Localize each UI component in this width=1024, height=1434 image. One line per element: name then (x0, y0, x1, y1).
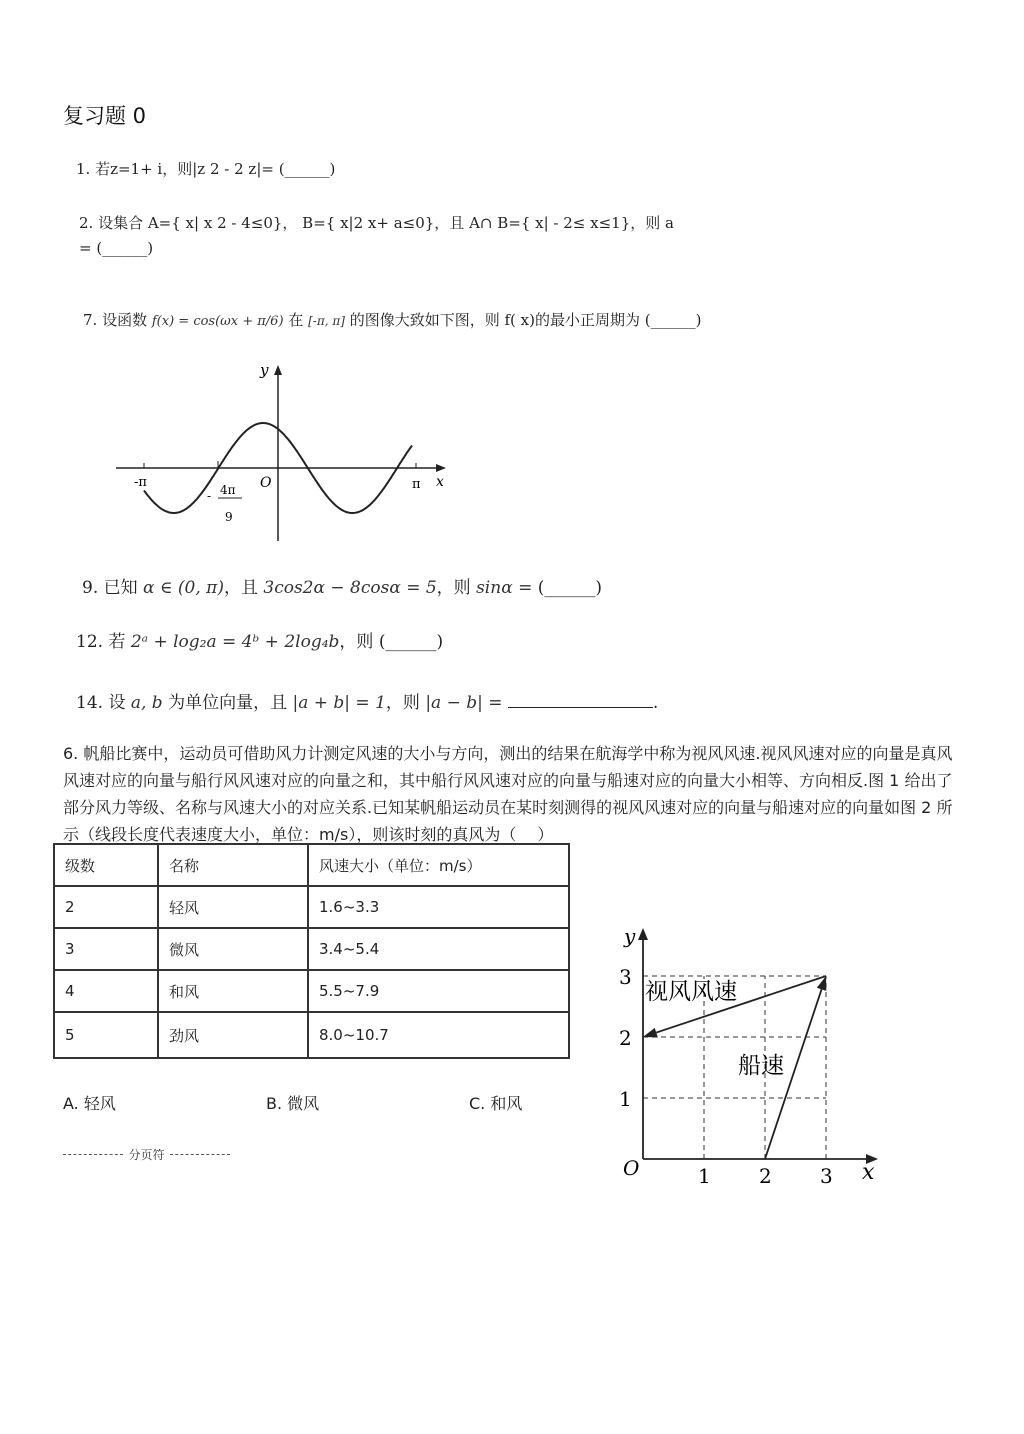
page-break (63, 1146, 230, 1163)
page-title: 复习题 0 (63, 104, 147, 128)
graph6-x-label: x (862, 1160, 875, 1185)
graph7-x-arrow (436, 464, 446, 472)
question-9 (82, 573, 602, 598)
graph6-origin-label: O (623, 1156, 640, 1180)
graph7-y-label: y (260, 361, 269, 379)
question-14-answer-blank (508, 707, 653, 708)
question-14-end: . (652, 693, 659, 713)
question-12-then: ，则 (339, 632, 374, 652)
table-cell: 和风 (158, 970, 308, 1012)
table-cell: 劲风 (158, 1012, 308, 1058)
apparent-wind-label: 视风风速 (645, 979, 737, 1005)
question-2-line-2: = (______) (79, 239, 154, 257)
page-break-label: 分页符 (128, 1148, 165, 1162)
graph6-x-tick-2: 2 (759, 1164, 772, 1188)
table-row (54, 970, 569, 1012)
question-12-blank: (______) (378, 632, 444, 652)
graph6-y-tick-2: 2 (619, 1026, 632, 1050)
question-14-mid: 为单位向量，且 (168, 693, 288, 713)
option-c[interactable]: C. 和风 (469, 1094, 523, 1113)
question-9-prefix: 9. 已知 (82, 578, 138, 598)
question-6-text: 6. 帆船比赛中，运动员可借助风力计测定风速的大小与方向，测出的结果在航海学中称为视风风速.视风风速对应的向量是真风风速对应的向量与船行风风速对应的向量之和，其中船行风风速对应的向量与船速对应的向量大小相等、方向相反.图 1 给出了部分风力等级、名称与风速大小的对应关系.已知某帆船运动员在某时刻测得的视风风速对应的向量与船速对应的向量如图 2 所示（线段长度代表速度大小，单位：m/s），则该时刻的真风为（ ） (63, 744, 953, 844)
question-7-interval: [-π, π] (308, 314, 345, 328)
question-14-condition: |a + b| = 1 (292, 693, 386, 713)
question-7-suffix: 的图像大致如下图，则 f( x)的最小正周期为 (______) (349, 311, 702, 329)
graph6-y-arrow (638, 928, 648, 940)
vector-graph (600, 915, 890, 1195)
question-9-blank: (______) (537, 578, 602, 598)
wind-scale-table (53, 843, 570, 1059)
table-header-cell: 名称 (158, 844, 308, 886)
table-cell: 2 (54, 886, 158, 928)
question-14-ask: |a − b| = (425, 693, 503, 713)
table-header-cell: 风速大小（单位：m/s） (308, 844, 569, 886)
question-9-ask: sinα = (476, 578, 533, 598)
option-a[interactable]: A. 轻风 (63, 1094, 116, 1113)
table-header-cell: 级数 (54, 844, 158, 886)
apparent-wind-arrowhead (643, 1028, 658, 1037)
graph6-x-tick-1: 1 (698, 1164, 711, 1188)
graph7-y-arrow (274, 365, 282, 375)
table-cell: 5 (54, 1012, 158, 1058)
question-14-prefix: 14. 设 (76, 693, 126, 713)
graph7-pi-label: π (412, 477, 421, 492)
table-cell: 8.0~10.7 (308, 1012, 569, 1058)
graph6-x-tick-3: 3 (820, 1164, 833, 1188)
question-12-prefix: 12. 若 (76, 632, 126, 652)
question-9-and: ，且 (223, 578, 258, 598)
table-header-row (54, 844, 569, 886)
option-b[interactable]: B. 微风 (266, 1094, 320, 1113)
question-7 (83, 309, 701, 330)
question-14 (76, 688, 658, 713)
graph7-zero-denominator: 9 (225, 510, 233, 524)
table-cell: 4 (54, 970, 158, 1012)
question-9-condition: α ∈ (0, π) (143, 578, 224, 598)
graph6-y-label: y (624, 924, 636, 948)
page-break-line-right (170, 1154, 230, 1155)
question-7-middle: 在 (288, 311, 304, 329)
graph7-zero-numerator: 4π (220, 483, 236, 497)
table-row (54, 928, 569, 970)
graph7-zero-sign: - (207, 489, 212, 503)
question-9-then: ，则 (436, 578, 471, 598)
question-1: 1. 若z=1+ i，则|z 2 - 2 z|= (______) (76, 160, 336, 178)
graph7-origin-label: O (260, 475, 272, 491)
table-cell: 3 (54, 928, 158, 970)
question-7-formula: f(x) = cos(ωx + π/6) (151, 314, 284, 329)
table-cell: 1.6~3.3 (308, 886, 569, 928)
graph7-neg-pi-label: -π (134, 475, 147, 490)
table-cell: 轻风 (158, 886, 308, 928)
graph6-y-tick-3: 3 (619, 965, 632, 989)
graph7-x-label: x (436, 474, 444, 490)
question-7-prefix: 7. 设函数 (83, 311, 148, 329)
question-12-equation: 2ᵃ + log₂a = 4ᵇ + 2log₄b (130, 632, 340, 652)
question-14-vars: a, b (130, 693, 163, 713)
page-break-line-left (63, 1154, 123, 1155)
table-row (54, 886, 569, 928)
question-9-equation: 3cos2α − 8cosα = 5 (263, 578, 437, 598)
question-14-then: ，则 (385, 693, 420, 713)
boat-speed-label: 船速 (738, 1053, 784, 1079)
table-cell: 3.4~5.4 (308, 928, 569, 970)
table-row (54, 1012, 569, 1058)
table-cell: 微风 (158, 928, 308, 970)
question-12 (76, 627, 443, 652)
graph6-y-tick-1: 1 (619, 1087, 632, 1111)
question-2-line-1: 2. 设集合 A={ x| x 2 - 4≤0}， B={ x|2 x+ a≤0}，且 A∩ B={ x| - 2≤ x≤1}，则 a (79, 214, 674, 232)
cosine-graph (100, 355, 460, 555)
table-cell: 5.5~7.9 (308, 970, 569, 1012)
